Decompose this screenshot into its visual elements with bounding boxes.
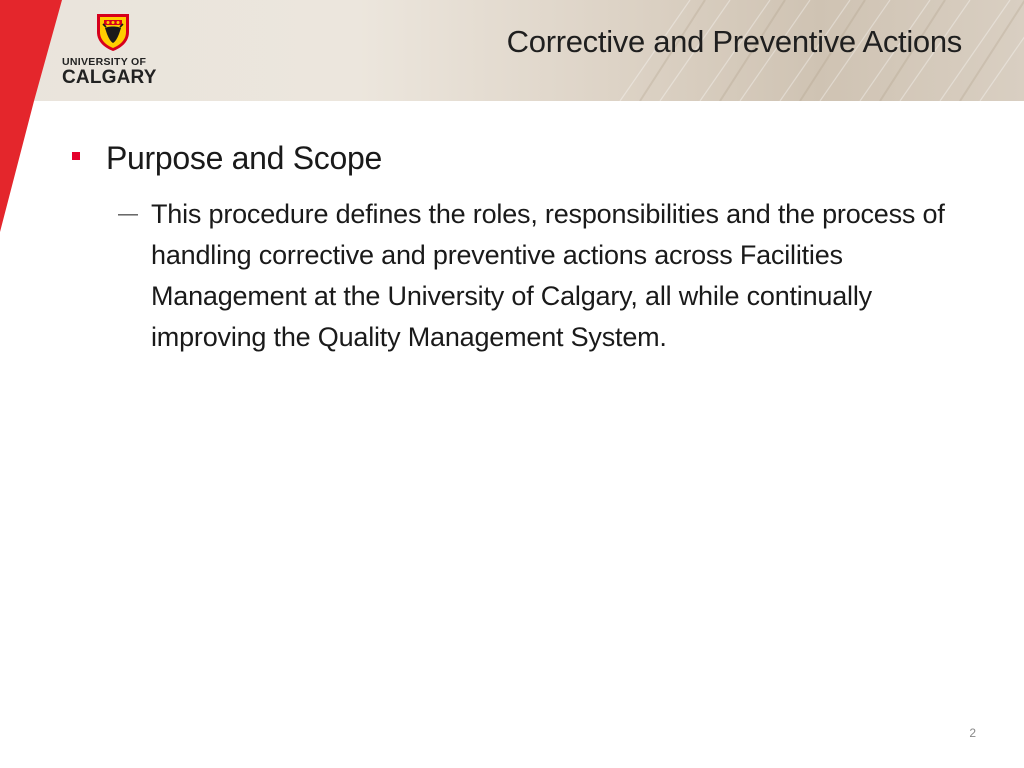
bullet-heading: Purpose and Scope bbox=[106, 140, 382, 176]
university-logo bbox=[62, 12, 166, 92]
body-paragraph: This procedure defines the roles, responsibilities and the process of handling corrective and preventive actions across Facilities Management at the University of Calgary, all while continually improving the Quality Management System. bbox=[151, 199, 945, 352]
square-bullet-icon bbox=[72, 152, 80, 160]
logo-line2: CALGARY bbox=[62, 67, 157, 88]
page-number: 2 bbox=[969, 726, 976, 740]
crest-icon bbox=[95, 12, 131, 52]
dash-bullet-icon: — bbox=[118, 203, 138, 225]
red-wedge bbox=[0, 0, 70, 240]
slide-title: Corrective and Preventive Actions bbox=[506, 24, 962, 59]
logo-line1: UNIVERSITY OF bbox=[62, 56, 147, 68]
logo-wordmark bbox=[62, 56, 166, 87]
